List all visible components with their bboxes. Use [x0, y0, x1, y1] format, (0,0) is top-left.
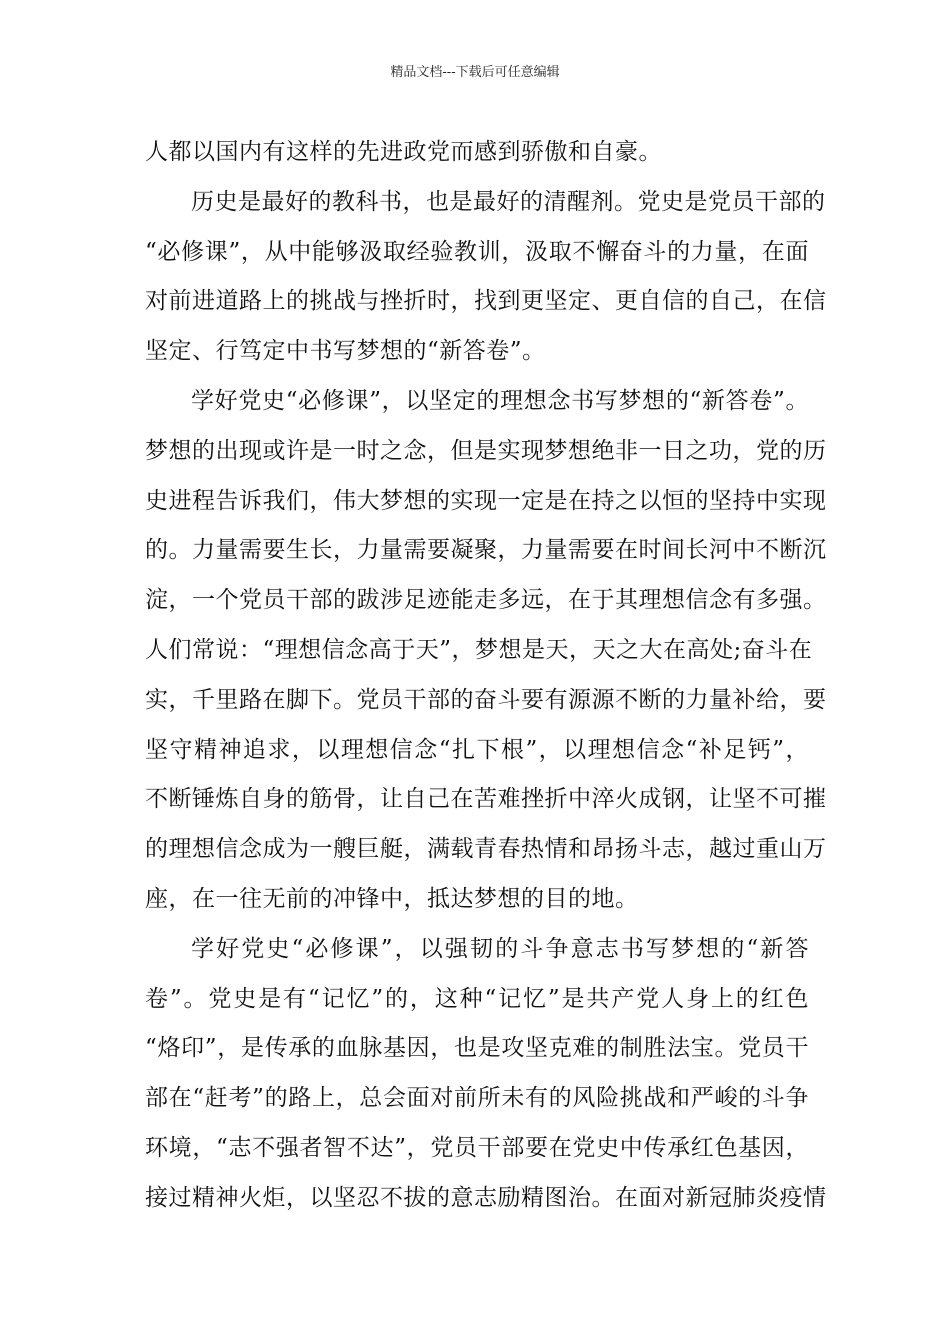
text-line: 不断锤炼自身的筋骨，让自己在苦难挫折中淬火成钢，让坚不可摧	[145, 786, 827, 813]
text-line: 梦想的出现或许是一时之念，但是实现梦想绝非一日之功，党的历	[145, 437, 827, 464]
text-line: 历史是最好的教科书，也是最好的清醒剂。党史是党员干部的	[191, 188, 826, 215]
text-line: 学好党史“必修课”，以强韧的斗争意志书写梦想的“新答	[191, 935, 809, 962]
document-body	[145, 128, 827, 1224]
text-line: 坚守精神追求，以理想信念“扎下根”，以理想信念“补足钙”，	[145, 736, 809, 763]
text-line: “必修课”，从中能够汲取经验教训，汲取不懈奋斗的力量，在面	[145, 238, 809, 265]
text-line: 人们常说：“理想信念高于天”，梦想是天，天之大在高处;奋斗在	[145, 636, 813, 663]
text-line: 的。力量需要生长，力量需要凝聚，力量需要在时间长河中不断沉	[145, 537, 827, 564]
text-line: 学好党史“必修课”，以坚定的理想念书写梦想的“新答卷”。	[191, 387, 809, 414]
text-line: 实，千里路在脚下。党员干部的奋斗要有源源不断的力量补给，要	[145, 686, 827, 713]
text-line: “烙印”，是传承的血脉基因，也是攻坚克难的制胜法宝。党员干	[145, 1035, 809, 1062]
text-line: 接过精神火炬，以坚忍不拔的意志励精图治。在面对新冠肺炎疫情	[145, 1184, 827, 1211]
text-line: 部在“赶考”的路上，总会面对前所未有的风险挑战和严峻的斗争	[145, 1085, 809, 1112]
text-line: 人都以国内有这样的先进政党而感到骄傲和自豪。	[145, 139, 662, 165]
text-line: 史进程告诉我们，伟大梦想的实现一定是在持之以恒的坚持中实现	[145, 487, 827, 514]
page-header: 精品文档---下载后可任意编辑	[390, 65, 560, 80]
text-line: 卷”。党史是有“记忆”的，这种“记忆”是共产党人身上的红色	[145, 985, 809, 1012]
text-line: 座，在一往无前的冲锋中，抵达梦想的目的地。	[145, 885, 639, 912]
text-line: 对前进道路上的挑战与挫折时，找到更坚定、更自信的自己，在信	[145, 288, 827, 315]
text-line: 环境，“志不强者智不达”，党员干部要在党史中传承红色基因，	[145, 1134, 809, 1161]
text-line: 坚定、行笃定中书写梦想的“新答卷”。	[145, 338, 546, 365]
text-line: 淀，一个党员干部的跋涉足迹能走多远，在于其理想信念有多强。	[145, 587, 827, 614]
text-line: 的理想信念成为一艘巨艇，满载青春热情和昂扬斗志，越过重山万	[145, 836, 827, 863]
